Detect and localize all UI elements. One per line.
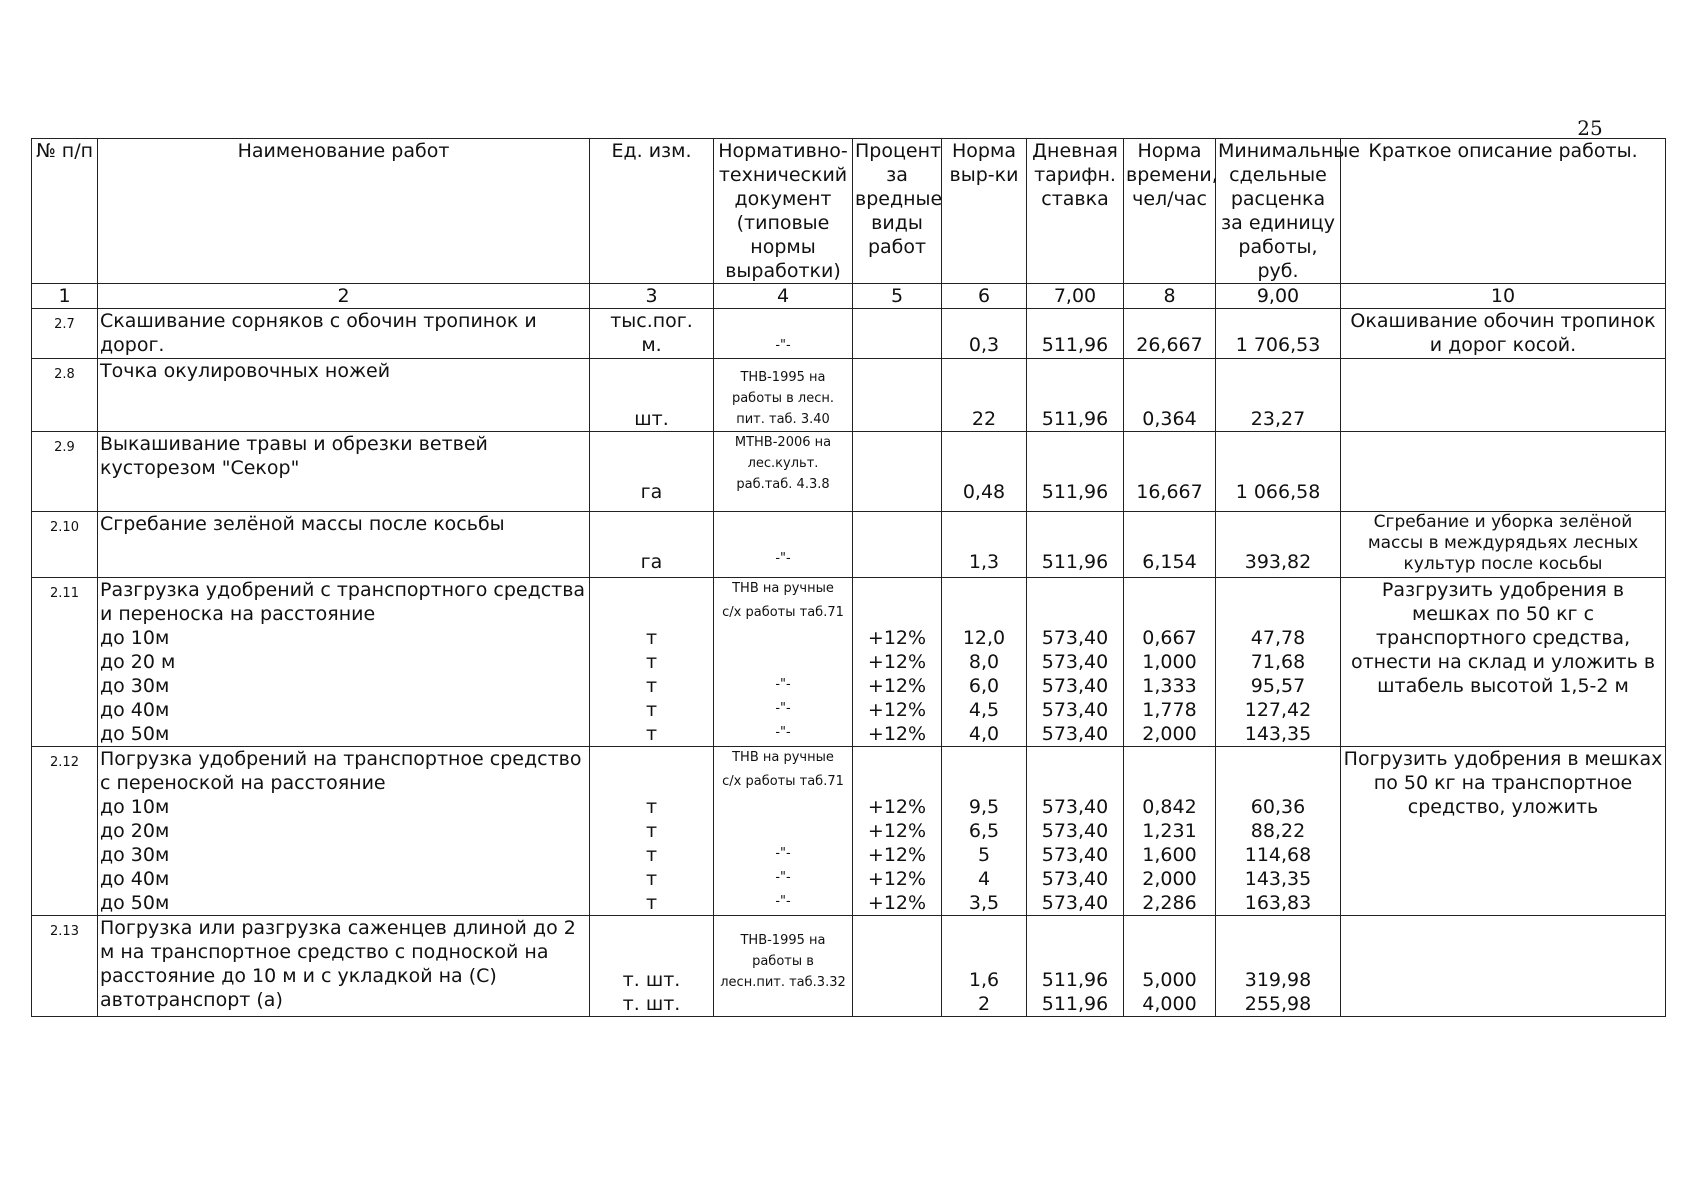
percent: [853, 309, 942, 359]
work-name-line: с переноской на расстояние: [100, 772, 386, 794]
percent-value: +12%: [867, 868, 927, 890]
work-name: [98, 309, 590, 359]
percent: [853, 578, 942, 747]
column-number-row: [32, 284, 1666, 309]
unit-price: [1216, 578, 1341, 747]
norm-doc: [714, 309, 853, 359]
unit-line: т: [645, 675, 658, 697]
header-number: № п/п: [32, 139, 98, 284]
norm-output: [942, 432, 1027, 512]
ditto-mark: -"-: [775, 870, 791, 885]
unit-line: т: [645, 723, 658, 745]
unit-price: [1216, 359, 1341, 432]
unit-line: т: [645, 627, 658, 649]
table-row: [32, 512, 1666, 578]
col-num: 6: [942, 284, 1027, 309]
day-rate-value: 573,40: [1041, 868, 1109, 890]
col-num: 10: [1341, 284, 1666, 309]
day-rate: [1027, 359, 1124, 432]
col-num: 7,00: [1027, 284, 1124, 309]
day-rate-value: 511,96: [1041, 551, 1109, 573]
ditto-mark: -"-: [775, 701, 791, 716]
header-norm: Норма выр-ки: [942, 139, 1027, 284]
norm-time-value: 0,667: [1142, 627, 1197, 649]
norm-time-value: 2,000: [1142, 723, 1197, 745]
distance-line: до 50м: [100, 892, 170, 914]
header-work-name: Наименование работ: [98, 139, 590, 284]
description-line: отнести на склад и уложить в: [1350, 651, 1656, 673]
doc-line: ТНВ на ручные: [732, 581, 834, 596]
unit-price: [1216, 309, 1341, 359]
table-row: [32, 916, 1666, 1017]
work-name: [98, 359, 590, 432]
work-name: [98, 916, 590, 1017]
norm-output: [942, 916, 1027, 1017]
col-num: 5: [853, 284, 942, 309]
header-time: Норма времени, чел/час: [1124, 139, 1216, 284]
doc-line: с/х работы таб.71: [722, 605, 844, 620]
unit-line: т: [645, 651, 658, 673]
unit-price: [1216, 432, 1341, 512]
percent: [853, 359, 942, 432]
day-rate: [1027, 747, 1124, 916]
norm-time-value: 26,667: [1136, 334, 1203, 356]
page-number: 25: [1577, 116, 1603, 140]
norm-output: [942, 512, 1027, 578]
day-rate-value: 573,40: [1041, 675, 1109, 697]
work-name-line: кусторезом "Секор": [100, 457, 300, 479]
unit-price: [1216, 916, 1341, 1017]
norm-output-value: 8,0: [968, 651, 1000, 673]
description-line: культур после косьбы: [1403, 554, 1603, 574]
table-row: [32, 359, 1666, 432]
header-unit: Ед. изм.: [590, 139, 714, 284]
table-row: [32, 432, 1666, 512]
percent: [853, 432, 942, 512]
work-name: [98, 512, 590, 578]
norm-time-value: 5,000: [1142, 969, 1197, 991]
doc-line: лес.культ.: [747, 456, 819, 471]
day-rate-value: 573,40: [1041, 892, 1109, 914]
distance-line: до 10м: [100, 796, 170, 818]
percent-value: +12%: [867, 627, 927, 649]
norm-output-value: 4,0: [968, 723, 1000, 745]
unit: [590, 578, 714, 747]
col-num: 3: [590, 284, 714, 309]
day-rate: [1027, 512, 1124, 578]
work-description: [1341, 747, 1666, 916]
unit-price-value: 71,68: [1250, 651, 1306, 673]
unit: [590, 359, 714, 432]
norm-doc: [714, 578, 853, 747]
unit: [590, 432, 714, 512]
day-rate-value: 511,96: [1041, 993, 1109, 1015]
work-name: [98, 578, 590, 747]
distance-line: до 40м: [100, 699, 170, 721]
col-num: 1: [32, 284, 98, 309]
unit-line: м.: [641, 334, 662, 356]
unit-price-value: 163,83: [1244, 892, 1312, 914]
norm-time-value: 1,600: [1142, 844, 1197, 866]
work-description: [1341, 359, 1666, 432]
percent-value: +12%: [867, 723, 927, 745]
description-line: средство, уложить: [1407, 796, 1599, 818]
work-name-line: Разгрузка удобрений с транспортного средства: [100, 579, 586, 601]
ditto-mark: -"-: [775, 677, 791, 692]
norm-output: [942, 578, 1027, 747]
norm-output-value: 0,3: [968, 334, 1000, 356]
ditto-mark: -"-: [775, 551, 791, 566]
percent-value: +12%: [867, 892, 927, 914]
norm-output-value: 6,5: [968, 820, 1000, 842]
norm-output-value: 3,5: [968, 892, 1000, 914]
norm-output-value: 0,48: [962, 481, 1006, 503]
work-name-line: Точка окулировочных ножей: [100, 360, 391, 382]
description-line: Погрузить удобрения в мешках: [1343, 748, 1663, 770]
percent-value: +12%: [867, 699, 927, 721]
day-rate-value: 511,96: [1041, 408, 1109, 430]
work-name-line: м на транспортное средство с подноской на: [100, 941, 549, 963]
work-name-line: Погрузка удобрений на транспортное средство: [100, 748, 582, 770]
col-num: 2: [98, 284, 590, 309]
doc-line: [716, 626, 850, 650]
work-description: [1341, 578, 1666, 747]
day-rate-value: 573,40: [1041, 723, 1109, 745]
row-number: 2.9: [32, 432, 98, 512]
description-line: и дорог косой.: [1429, 334, 1577, 356]
unit-price-value: 143,35: [1244, 723, 1312, 745]
norm-time: [1124, 747, 1216, 916]
ditto-mark: -"-: [775, 894, 791, 909]
table-row: [32, 309, 1666, 359]
unit-line: га: [640, 481, 663, 503]
doc-line: лесн.пит. таб.3.32: [720, 975, 846, 990]
norm-output-value: 5: [977, 844, 991, 866]
unit-line: га: [640, 551, 663, 573]
unit-price-value: 88,22: [1250, 820, 1306, 842]
distance-line: до 10м: [100, 627, 170, 649]
day-rate-value: 573,40: [1041, 820, 1109, 842]
unit: [590, 747, 714, 916]
day-rate-value: 573,40: [1041, 844, 1109, 866]
unit-line: т: [645, 868, 658, 890]
unit: [590, 309, 714, 359]
description-line: мешках по 50 кг с: [1411, 603, 1595, 625]
header-doc: Нормативно-технический документ (типовые нормы выработки): [714, 139, 853, 284]
norm-output-value: 9,5: [968, 796, 1000, 818]
norm-time-value: 2,286: [1142, 892, 1197, 914]
unit-price-value: 23,27: [1250, 408, 1306, 430]
norm-time-value: 4,000: [1142, 993, 1197, 1015]
work-name-line: расстояние до 10 м и с укладкой на (С): [100, 965, 497, 987]
unit-line: т: [645, 844, 658, 866]
distance-line: до 40м: [100, 868, 170, 890]
description-line: Окашивание обочин тропинок: [1350, 310, 1656, 332]
unit-price-value: 1 066,58: [1235, 481, 1321, 503]
unit-line: т. шт.: [622, 969, 681, 991]
norm-output-value: 6,0: [968, 675, 1000, 697]
norm-output: [942, 747, 1027, 916]
work-name-line: и переноска на расстояние: [100, 603, 376, 625]
norm-time-value: 16,667: [1136, 481, 1203, 503]
day-rate: [1027, 578, 1124, 747]
norm-time-value: 2,000: [1142, 868, 1197, 890]
unit-price-value: 95,57: [1250, 675, 1306, 697]
doc-line: работы в лесн.: [731, 391, 835, 406]
norm-output: [942, 359, 1027, 432]
description-line: по 50 кг на транспортное: [1373, 772, 1633, 794]
doc-line: ТНВ-1995 на: [740, 933, 826, 948]
unit-line: т: [645, 699, 658, 721]
work-name: [98, 747, 590, 916]
unit-price: [1216, 747, 1341, 916]
norm-time: [1124, 916, 1216, 1017]
norm-output-value: 12,0: [962, 627, 1006, 649]
norm-time: [1124, 309, 1216, 359]
col-num: 4: [714, 284, 853, 309]
day-rate-value: 573,40: [1041, 699, 1109, 721]
unit-price-value: 60,36: [1250, 796, 1306, 818]
unit-price-value: 319,98: [1244, 969, 1312, 991]
header-row: [32, 139, 1666, 284]
work-name-line: Скашивание сорняков с обочин тропинок и: [100, 310, 537, 332]
norm-time-value: 1,000: [1142, 651, 1197, 673]
description-line: Сгребание и уборка зелёной: [1373, 512, 1633, 532]
percent: [853, 512, 942, 578]
col-num: 9,00: [1216, 284, 1341, 309]
unit-price: [1216, 512, 1341, 578]
norm-output-value: 4,5: [968, 699, 1000, 721]
day-rate: [1027, 432, 1124, 512]
doc-line: работы в: [752, 954, 814, 969]
day-rate-value: 573,40: [1041, 627, 1109, 649]
norm-time: [1124, 512, 1216, 578]
day-rate: [1027, 309, 1124, 359]
doc-line: пит. таб. 3.40: [736, 412, 830, 427]
table-row: [32, 747, 1666, 916]
header-price: Минимальные сдельные расценка за единицу работы, руб.: [1216, 139, 1341, 284]
norm-time-value: 0,842: [1142, 796, 1197, 818]
doc-line: с/х работы таб.71: [722, 774, 844, 789]
doc-line: раб.таб. 4.3.8: [736, 477, 830, 492]
work-name: [98, 432, 590, 512]
percent: [853, 747, 942, 916]
norm-time-value: 0,364: [1142, 408, 1197, 430]
row-number: 2.7: [32, 309, 98, 359]
doc-line: ТНВ на ручные: [732, 750, 834, 765]
percent-value: +12%: [867, 675, 927, 697]
row-number: 2.12: [32, 747, 98, 916]
distance-line: до 30м: [100, 675, 170, 697]
row-number: 2.8: [32, 359, 98, 432]
ditto-mark: -"-: [775, 338, 791, 353]
unit: [590, 916, 714, 1017]
unit-price-value: 47,78: [1250, 627, 1306, 649]
unit-line: т: [645, 820, 658, 842]
norm-doc: [714, 747, 853, 916]
work-name-line: Выкашивание травы и обрезки ветвей: [100, 433, 488, 455]
unit-price-value: 1 706,53: [1235, 334, 1321, 356]
row-number: 2.11: [32, 578, 98, 747]
work-description: [1341, 432, 1666, 512]
unit-price-value: 114,68: [1244, 844, 1312, 866]
norm-time: [1124, 432, 1216, 512]
row-number: 2.13: [32, 916, 98, 1017]
work-description: [1341, 309, 1666, 359]
percent-value: +12%: [867, 651, 927, 673]
norm-output: [942, 309, 1027, 359]
unit-line: шт.: [634, 408, 669, 430]
doc-line: [716, 795, 850, 819]
unit-line: т: [645, 892, 658, 914]
table-row: [32, 578, 1666, 747]
header-percent: Процент за вредные виды работ: [853, 139, 942, 284]
work-name-line: дорог.: [100, 334, 165, 356]
doc-line: ТНВ-1995 на: [740, 370, 826, 385]
norm-time-value: 1,778: [1142, 699, 1197, 721]
doc-line: МТНВ-2006 на: [734, 435, 832, 450]
doc-line: [716, 650, 850, 674]
norm-output-value: 4: [977, 868, 991, 890]
day-rate-value: 573,40: [1041, 796, 1109, 818]
percent-value: +12%: [867, 796, 927, 818]
norm-output-value: 22: [971, 408, 997, 430]
header-description: Краткое описание работы.: [1341, 139, 1666, 284]
unit-price-value: 255,98: [1244, 993, 1312, 1015]
percent: [853, 916, 942, 1017]
unit-price-value: 393,82: [1244, 551, 1312, 573]
description-line: массы в междурядьях лесных: [1367, 533, 1639, 553]
work-name-line: Погрузка или разгрузка саженцев длиной до 2: [100, 917, 576, 939]
unit-price-value: 127,42: [1244, 699, 1312, 721]
norm-doc: [714, 916, 853, 1017]
norm-output-value: 1,6: [968, 969, 1000, 991]
norm-output-value: 1,3: [968, 551, 1000, 573]
norm-time-value: 1,231: [1142, 820, 1197, 842]
norm-time-value: 1,333: [1142, 675, 1197, 697]
norm-doc: [714, 432, 853, 512]
ditto-mark: -"-: [775, 725, 791, 740]
unit-line: т: [645, 796, 658, 818]
doc-line: [716, 819, 850, 843]
norm-doc: [714, 512, 853, 578]
day-rate-value: 511,96: [1041, 481, 1109, 503]
unit-line: т. шт.: [622, 993, 681, 1015]
description-line: штабель высотой 1,5-2 м: [1377, 675, 1629, 697]
day-rate-value: 511,96: [1041, 969, 1109, 991]
day-rate-value: 573,40: [1041, 651, 1109, 673]
norm-doc: [714, 359, 853, 432]
unit-line: тыс.пог.: [610, 310, 693, 332]
distance-line: до 50м: [100, 723, 170, 745]
description-line: Разгрузить удобрения в: [1381, 579, 1625, 601]
col-num: 8: [1124, 284, 1216, 309]
day-rate-value: 511,96: [1041, 334, 1109, 356]
norm-time: [1124, 578, 1216, 747]
row-number: 2.10: [32, 512, 98, 578]
work-name-line: Сгребание зелёной массы после косьбы: [100, 513, 505, 535]
distance-line: до 20 м: [100, 651, 176, 673]
unit-price-value: 143,35: [1244, 868, 1312, 890]
norm-time: [1124, 359, 1216, 432]
description-line: транспортного средства,: [1375, 627, 1631, 649]
rates-table: [31, 138, 1666, 1017]
distance-line: до 20м: [100, 820, 170, 842]
distance-line: до 30м: [100, 844, 170, 866]
norm-output-value: 2: [977, 993, 991, 1015]
norm-time-value: 6,154: [1142, 551, 1197, 573]
ditto-mark: -"-: [775, 846, 791, 861]
work-description: [1341, 916, 1666, 1017]
percent-value: +12%: [867, 844, 927, 866]
unit: [590, 512, 714, 578]
work-name-line: автотранспорт (а): [100, 989, 283, 1011]
percent-value: +12%: [867, 820, 927, 842]
work-description: [1341, 512, 1666, 578]
day-rate: [1027, 916, 1124, 1017]
header-rate: Дневная тарифн. ставка: [1027, 139, 1124, 284]
